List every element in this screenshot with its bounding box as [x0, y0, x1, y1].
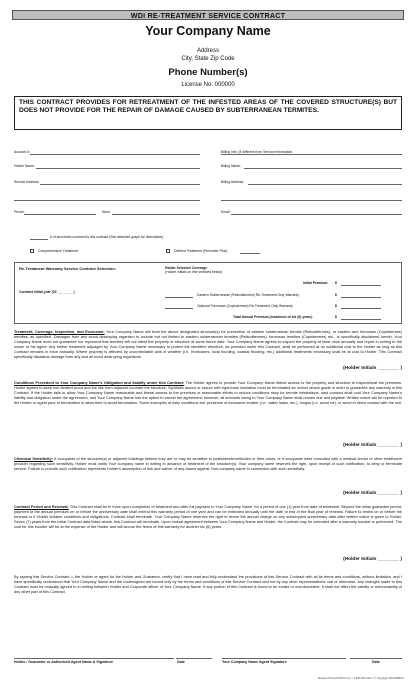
coverage-text: Your Company Name will treat the above designated structure(s) for prevention of eastern subterranean termite (Reticulitermes), or eastern and formosan (Coptotermes) termites, as specified. Damages from any wood destroying organism to include but not limited to eastern subterranean termites (Reticulitermes), formosan termites (Coptotermes) etc., is specifically disclaimed herein. Your Company Name does not guarantee nor represent that termites will not infest the property or structure at some future date. Your Company Name agrees to inspect the property at least once annually and report in writing to the owner or his agent. Any further treatment adjudged by Your Company Name necessary to protect the identified structure, as provided under this Contract, shall be performed at no additional cost to the Holder as long as this Contract remains in force annually. Where property is affected by uncontrollable acts of weather (i.e. Hurricanes, local flooding, coastal flooding, etc.) additional treatments necessary shall be at cost to Holder. This Contract specifically disclaims damage from any and all wood destroying organisms. [14, 330, 402, 359]
eastern-amount-line[interactable] [341, 297, 381, 298]
email-label: Email: [221, 210, 231, 214]
coverage-initials[interactable]: (Holder Initials ________ ) [343, 366, 402, 371]
holder-name-label: Holder Name: [14, 164, 35, 168]
eastern-initial-line[interactable] [165, 297, 193, 298]
conditions-text: The Holder agrees to provide Your Company Name liberal access to the property and structure to inspect/treat the premises. Holder agrees to keep non-treated wood and the like from adjacent to/under the structure. Synthetic stucco or stucco with rigid-foam insulation must be terminated six inches above grade in order to guarantee any warranty in this Contract. If the Holder fails to allow Your Company Name reasonable and liberal access to the premises or reasonable efforts to reduce conditions risky for termite infestations, said conduct shall void Your Company Name's liability and obligation under the agreement, and Your Company Name has the option to cancel the agreement; however, all amounts owing to Your Company Name shall remain due and payable. Written notice will be reported to the Holder or agent prior to termination to allow time to avoid termination. Some examples of risky conditions are: presence of excessive moister (i.e.: water leaks, etc.), fungus (i.e. wood rot), or wood in direct contact with the soil. [14, 381, 403, 405]
holder-date-label: Date [177, 660, 185, 664]
selection-heading: Re-Treatment Warranty Service Contract Selection: [19, 266, 116, 271]
holder-signature-label: Holder / Guarantor or Authorized Agent Name & Signature [14, 660, 113, 664]
total-premium-label: Total Annual Premium (maximum of six (6) years) [233, 315, 313, 319]
coverage-section [14, 330, 402, 360]
chemical-initials[interactable]: (Holder Initials ________ ) [343, 491, 402, 496]
optional-dollar: $ [335, 304, 337, 308]
initial-premium-label: Initial Premium: [303, 281, 329, 285]
billing-name-label: Billing Name: [221, 164, 241, 168]
billing-info-line [221, 154, 402, 155]
service-address-line-2[interactable] [14, 200, 200, 201]
conditions-heading: Conditions Precedent to Your Company Name's Obligation and liability under this Contract: [14, 381, 185, 385]
billing-address-label: Billing Address: [221, 180, 245, 184]
agent-signature-label: Your Company Name Agent Signature [222, 660, 287, 664]
holder-name-line[interactable] [36, 168, 200, 169]
coverage-heading: Treatment, Coverage, Inspection, and Exclusion: [14, 330, 105, 334]
billing-name-line[interactable] [244, 168, 402, 169]
structure-count-line[interactable] [30, 239, 48, 240]
renewal-initials[interactable]: (Holder Initials ________ ) [343, 557, 402, 562]
billing-address-line-2[interactable] [221, 200, 402, 201]
email-line[interactable] [231, 214, 402, 215]
agent-date-line[interactable] [350, 658, 402, 659]
defined-checkbox[interactable] [166, 249, 170, 253]
holder-selected-sub: (Holder initials on line selected below) [165, 270, 222, 274]
work-line[interactable] [112, 214, 200, 215]
total-dollar: $ [335, 315, 337, 319]
contract-title: WDI RE-TREATMENT SERVICE CONTRACT [12, 10, 404, 20]
company-name: Your Company Name [145, 24, 271, 38]
agent-date-label: Date [372, 660, 380, 664]
renewal-text: This Contract shall be in force upon completion of treatment and after full payment to Your Company Name, for a period of one (1) year from date of treatment. Beyond the initial guarantee period, payment of the annual premium on or before the anniversary date shall extend this warranty period of one year and can be extended annually until the date of end of the final year of renewal. Failure to renew on or before the renewal or if Holder violates conditions and obligations, Contract shall terminate. Your Company Name reserves the right to revise the annual charge on any subsequent anniversary date after written notice is given to Holder. Seven (7) years from the initial Contract date listed above, this Contract will terminate. Upon mutual agreement between Your Company Name and Holder, the Contract may be extended after a warranty booster is performed. The cost for this booster will be at the expense of the Holder and will secure the terms of this warranty for another six (6) years. [14, 505, 402, 529]
signing-section: By signing this Service Contract, I, the Holder or agent for the Holder and Guarantor, certify that I have read and fully understand the provisions of this Service Contract with all its terms and conditions, without limitation, and I have specifically understood that Your Company Name and the undersigned are bound only by the terms and conditions of this Service Contract and not by any other representations oral or otherwise. Any changes made to this Contract must be mutually agreed to in writing between Holder and Corporate officer of Your Company Name. If any portion of this Contract is found to be invalid or unenforceable, it shall not affect the validity or enforceability of any other part of this Contract. [14, 575, 402, 594]
warning-box: THIS CONTRACT PROVIDES FOR RETREATMENT OF THE INFESTED AREAS OF THE COVERED STRUCTURE(S) BUT DOES NOT PROVIDE FOR THE REPAIR OF DAMAGE CAUSED BY SUBTERRANEAN TERMITES. [14, 96, 402, 130]
initial-premium-dollar: $ [335, 281, 337, 285]
holder-signature-line[interactable] [14, 658, 174, 659]
total-amount-line[interactable] [341, 319, 381, 320]
eastern-dollar: $ [335, 293, 337, 297]
comprehensive-checkbox[interactable] [30, 249, 34, 253]
work-label: Work: [102, 210, 111, 214]
service-address-line[interactable] [40, 184, 200, 185]
structure-count-label: # of structures covered by this contract (See attached graph for description) [50, 235, 164, 239]
conditions-initials[interactable]: (Holder Initials ________ ) [343, 443, 402, 448]
defined-label: Defined Treatment (Perimeter Plus) [174, 249, 228, 253]
holder-selected-label: Holder Selected Coverage [165, 266, 208, 270]
optional-amount-line[interactable] [341, 308, 381, 309]
chemical-text: If occupants of the structure(s) or adjacent buildings believe they are or may be sensitive to pesticides/termiticides or their odors, or if occupants have consulted with a medical doctor or other healthcare provider regarding such sensitivity, Holder must notify Your company name in writing in advance of treatment of the structure(s). Your company name reserves the right, upon receipt of such notification, to deny or terminate service. Failure to provide such notification represents Holder's assumption of risk and waiver of any claims against Your company name in connection with such sensitivity. [14, 457, 402, 471]
account-line[interactable] [30, 154, 200, 155]
service-address-label: Service Address: [14, 180, 40, 184]
company-phone: Phone Number(s) [168, 67, 248, 78]
chemical-section [14, 457, 402, 472]
holder-date-line[interactable] [176, 658, 212, 659]
optional-initial-line[interactable] [165, 308, 193, 309]
initial-year-label[interactable]: Contract Initial year (20 ________ ) [19, 290, 75, 294]
initial-premium-line[interactable] [341, 285, 381, 286]
agent-signature-line[interactable] [222, 658, 346, 659]
license-number: License No. 000000 [181, 82, 235, 88]
company-city: City, State Zip Code [181, 56, 235, 62]
renewal-heading: Contract Period and Renewal: [14, 505, 69, 509]
billing-address-line[interactable] [248, 184, 402, 185]
phone-line[interactable] [24, 214, 96, 215]
account-label: Account #: [14, 150, 31, 154]
optional-warranty-label: Optional Formosan (Coptotermes) Re-Treatment Only Warranty [197, 304, 293, 308]
coverage-selection-box [14, 262, 402, 324]
comprehensive-label: Comprehensive Treatment [38, 249, 78, 253]
company-address: Address [196, 48, 219, 54]
footer-note: Revision Printed #7004-3 rev • 1-800-000-4411 • © Copyright CRS/SNB/A1 [317, 677, 404, 680]
defined-line[interactable] [240, 253, 260, 254]
chemical-heading: Chemical Sensitivity: [14, 457, 53, 461]
phone-label: Phone: [14, 210, 25, 214]
conditions-section [14, 381, 402, 406]
renewal-section [14, 505, 402, 530]
billing-info-label: Billing Info: (if different from Service Information [221, 150, 293, 154]
eastern-warranty-label: Eastern Subterranean (Reticulitermes) Re-Treatment Only Warranty [197, 293, 300, 297]
